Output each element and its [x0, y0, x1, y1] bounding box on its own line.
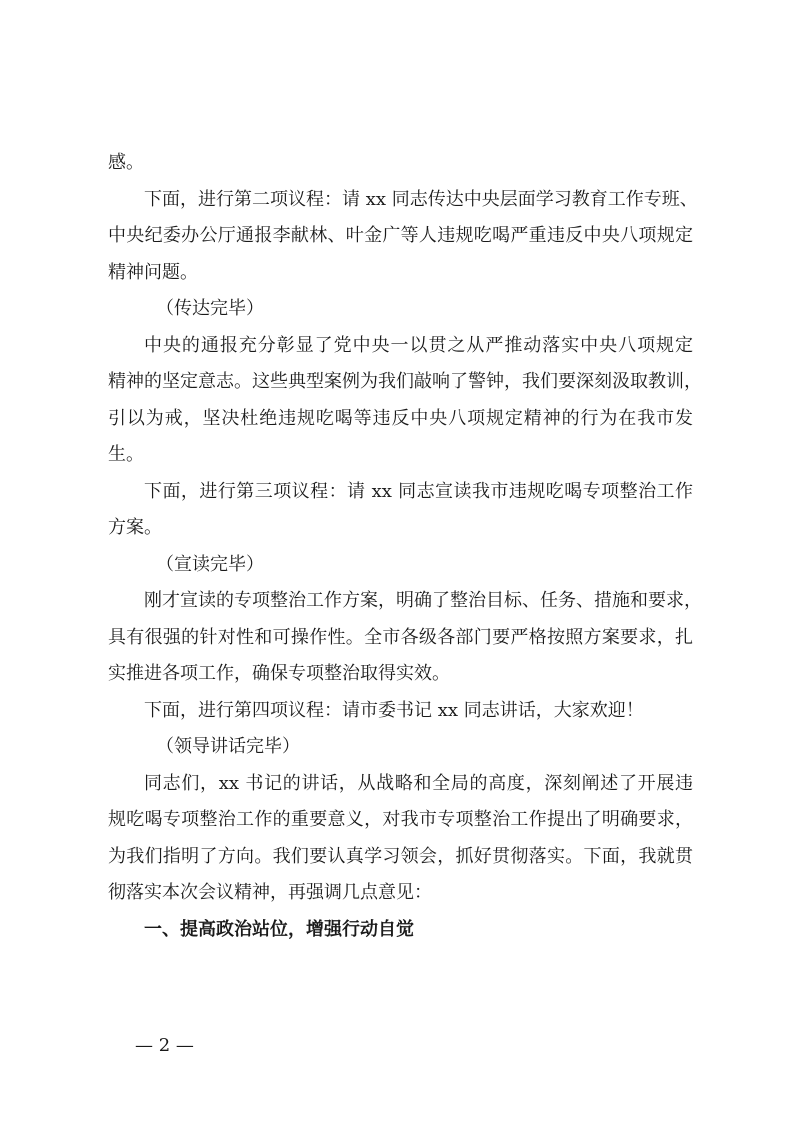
text-line: 下面，进行第二项议程：请 xx 同志传达中央层面学习教育工作专班、 [144, 188, 698, 210]
text-line: 彻落实本次会议精神，再强调几点意见： [108, 882, 432, 903]
text-line: 生。 [108, 444, 144, 465]
text-line: （宣读完毕） [156, 553, 264, 575]
text-line: 中央的通报充分彰显了党中央一以贯之从严推动落实中央八项规定 [144, 334, 693, 356]
text-line: 中央纪委办公厅通报李献林、叶金广等人违规吃喝严重违反中央八项规定 [108, 225, 693, 246]
text-line: 感。 [108, 152, 144, 173]
text-line: 为我们指明了方向。我们要认真学习领会，抓好贯彻落实。下面，我就贯 [108, 845, 693, 867]
text-line: 精神的坚定意志。这些典型案例为我们敲响了警钟，我们要深刻汲取教训， [108, 371, 702, 392]
text-line: 同志们，xx 书记的讲话，从战略和全局的高度，深刻阐述了开展违 [144, 772, 693, 794]
text-line: 引以为戒，坚决杜绝违规吃喝等违反中央八项规定精神的行为在我市发 [108, 407, 693, 429]
text-line: （传达完毕） [156, 298, 264, 319]
section-heading: 一、提高政治站位，增强行动自觉 [144, 918, 414, 940]
text-line: 方案。 [108, 517, 162, 538]
text-line: 具有很强的针对性和可操作性。全市各级各部门要严格按照方案要求，扎 [108, 626, 693, 648]
text-line: 精神问题。 [108, 261, 198, 283]
text-line: 实推进各项工作，确保专项整治取得实效。 [108, 663, 450, 684]
text-line: 刚才宣读的专项整治工作方案，明确了整治目标、任务、措施和要求， [144, 590, 702, 611]
text-line: 下面，进行第三项议程：请 xx 同志宣读我市违规吃喝专项整治工作 [144, 480, 693, 502]
text-line: 规吃喝专项整治工作的重要意义，对我市专项整治工作提出了明确要求， [108, 809, 693, 830]
page-number: — 2 — [135, 1035, 194, 1056]
document-body [108, 145, 702, 948]
text-line: 下面，进行第四项议程：请市委书记 xx 同志讲话，大家欢迎！ [144, 699, 644, 721]
text-line: （领导讲话完毕） [156, 736, 300, 757]
